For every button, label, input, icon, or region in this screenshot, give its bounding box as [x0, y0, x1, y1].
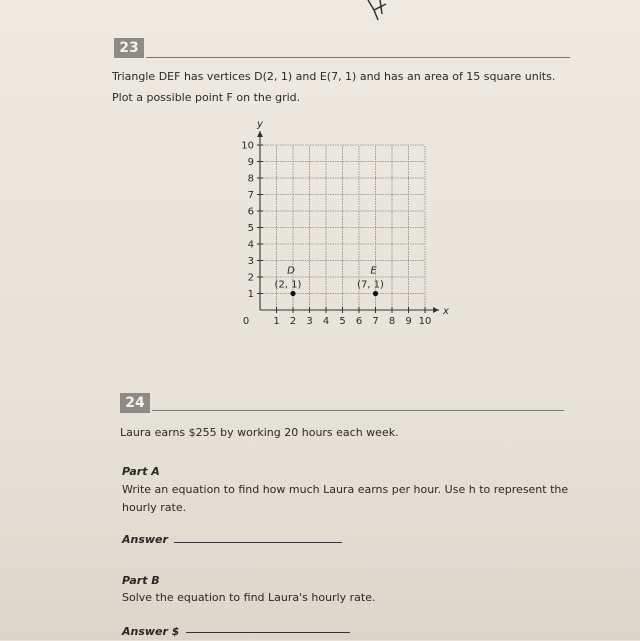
x-tick-label: 5: [339, 316, 346, 327]
part-b-instruction: Solve the equation to find Laura's hourly rate.: [122, 591, 376, 604]
y-tick-label: 1: [247, 289, 254, 300]
coordinate-grid[interactable]: [220, 115, 449, 345]
y-tick-label: 5: [247, 223, 254, 234]
y-axis-label: y: [257, 119, 263, 130]
question-23-divider: [146, 57, 570, 58]
x-tick-label: 8: [388, 316, 396, 327]
y-tick-label: 8: [247, 173, 254, 185]
part-b-answer-label: Answer $: [122, 625, 180, 638]
y-tick-label: 9: [247, 157, 254, 168]
y-tick-label: 10: [241, 140, 254, 152]
x-tick-label: 7: [372, 316, 379, 327]
question-24-divider: [152, 410, 564, 411]
point-e-name: E: [370, 265, 377, 277]
point-d-coords: (2, 1): [274, 279, 302, 291]
part-b-answer-field[interactable]: [186, 632, 350, 633]
point-e-marker: [373, 291, 378, 296]
x-axis-arrow: [433, 307, 439, 313]
x-tick-label: 1: [273, 316, 280, 327]
question-23-prompt-line1: Triangle DEF has vertices D(2, 1) and E(7, 1) and has an area of 15 square units.: [112, 70, 556, 83]
point-e-coords: (7, 1): [357, 279, 384, 291]
x-tick-label: 2: [289, 316, 297, 327]
y-tick-label: 3: [247, 256, 254, 267]
part-b-title: Part B: [122, 574, 160, 587]
x-tick-label: 6: [355, 316, 363, 327]
pen-scribble-mark: [360, 0, 400, 22]
x-tick-label: 4: [322, 316, 330, 327]
point-d-marker: [290, 291, 295, 296]
y-tick-label: 2: [247, 272, 254, 284]
x-tick-label: 9: [405, 316, 412, 327]
question-23-prompt-line2: Plot a possible point F on the grid.: [112, 91, 301, 104]
part-a-title: Part A: [122, 465, 160, 478]
plotted-points: [275, 266, 384, 297]
point-d-name: D: [287, 265, 295, 277]
x-tick-label: 10: [418, 316, 432, 327]
question-24-prompt: Laura earns $255 by working 20 hours each week.: [120, 426, 399, 439]
tick-labels: [241, 119, 449, 327]
x-tick-label: 0: [242, 316, 250, 327]
part-a-answer-label: Answer: [122, 533, 168, 546]
question-24-number: 24: [120, 393, 150, 413]
y-tick-label: 6: [247, 206, 254, 218]
question-23-number: 23: [114, 38, 144, 58]
x-axis-label: x: [443, 306, 449, 317]
part-a-answer-field[interactable]: [174, 542, 342, 543]
y-tick-label: 7: [247, 190, 254, 201]
y-tick-label: 4: [247, 239, 254, 251]
x-tick-label: 3: [306, 316, 313, 327]
part-a-instruction-line1: Write an equation to find how much Laura earns per hour. Use h to represent the: [122, 483, 569, 496]
part-a-instruction-line2: hourly rate.: [122, 501, 187, 514]
y-axis-arrow: [257, 131, 263, 137]
